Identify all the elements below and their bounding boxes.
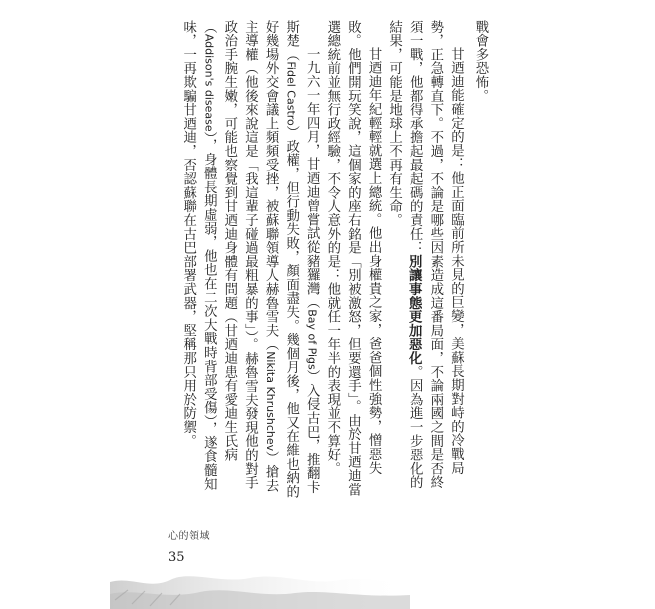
decorative-watercolor-strip — [110, 560, 410, 609]
body-text — [168, 20, 490, 500]
paragraph — [383, 20, 465, 500]
latin-name: Nikita Khrushchev — [264, 351, 278, 452]
text-run: 甘迺迪年紀輕輕就選上總統。他出身權貴之家，爸爸個性強勢，憎惡失敗。他們開玩笑說，這個家的座右銘是「別被激怒，但要還手」。由於甘迺迪當選總統前並無行政經驗，不令人意外的是：他就任一年半的表現並不算好。 — [324, 20, 382, 497]
latin-name: Addison's disease — [202, 33, 216, 132]
text-run: 甘迺迪能確定的是：他正面臨前所未見的巨變，美蘇長期對峙的冷戰局勢，正急轉直下。不過，不論是哪些因素造成這番局面，不論兩國之間是否終須一戰，他都得承擔起最起碼的責任： — [407, 20, 464, 490]
latin-name: Bay of Pigs — [305, 309, 319, 370]
text-run: ）入侵古巴，推翻卡斯楚（ — [283, 20, 320, 494]
paragraph — [321, 20, 383, 500]
text-run: ）政權，但行動失敗，顏面盡失。幾個月後，他又在維也納的好幾場外交會議上頻頻受挫，被蘇聯領導人赫魯雪夫（ — [263, 20, 299, 499]
continued-paragraph: 戰會多恐怖。 — [473, 20, 488, 103]
text-run: ），身體長期虛弱，他也在二次大戰時背部受傷），遂食髓知味，一再欺騙甘迺迪，否認蘇聯在古巴部署武器，堅稱那只用於防禦。 — [180, 20, 217, 491]
page-number: 35 — [168, 550, 185, 565]
emphasized-text: 別讓事態更加惡化 — [406, 254, 423, 366]
text-run: 。因為進一步惡化的結果，可能是地球上不再有生命。 — [386, 20, 423, 490]
running-footer-title: 心的領域 — [168, 531, 210, 542]
paragraph — [177, 20, 321, 500]
text-run: 一九六一年四月，甘迺迪曾嘗試從豬玀灣（ — [304, 46, 320, 309]
latin-name: Fidel Castro — [284, 61, 298, 126]
text-run: ）搶去主導權（他後來說這是「我這輩子碰過最粗暴的事」）。赫魯雪夫發現他的對手政治手腕生嫩，可能也察覺到甘迺迪身體有問題（甘迺迪患有愛迪生氏病（ — [201, 20, 279, 493]
